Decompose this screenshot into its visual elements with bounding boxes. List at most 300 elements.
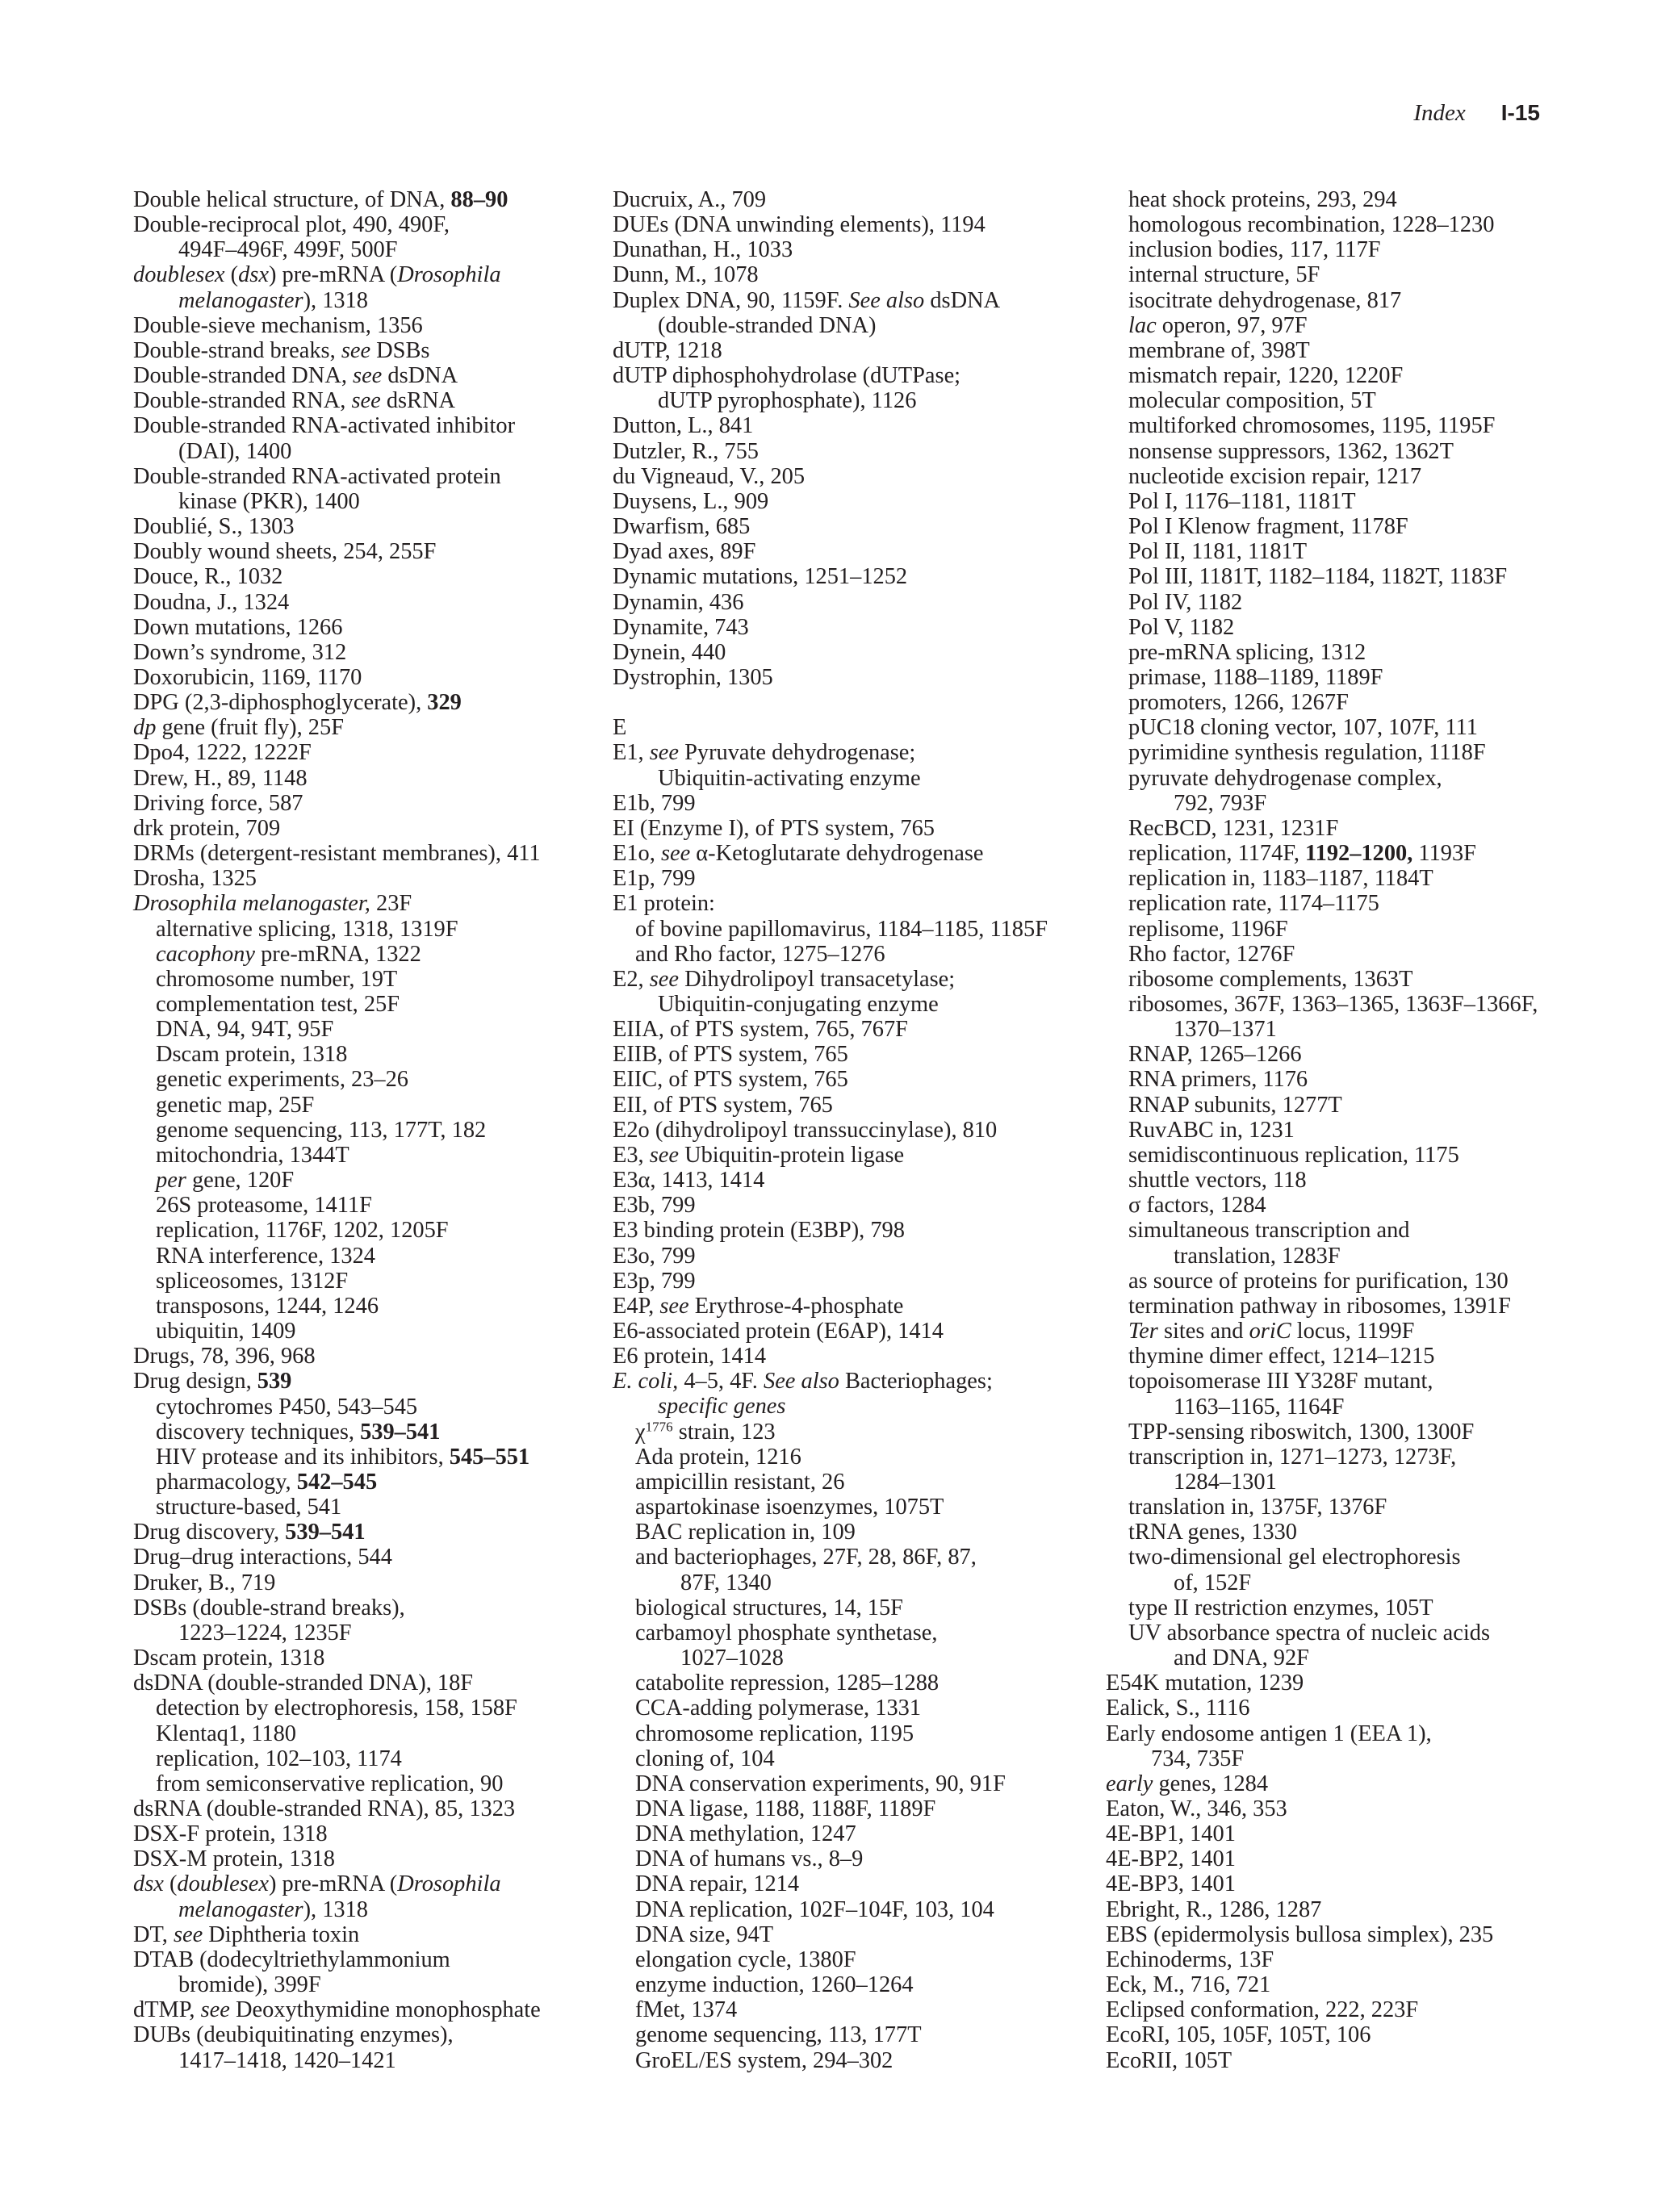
index-subentry — [133, 1470, 626, 1495]
index-text-run: biological structures, 14, 15F — [635, 1595, 903, 1620]
index-text-run: carbamoyl phosphate synthetase, — [635, 1620, 938, 1645]
index-subentry — [133, 1771, 626, 1796]
index-entry-continuation — [1106, 1017, 1630, 1042]
index-text-run: transposons, 1244, 1246 — [156, 1293, 379, 1319]
index-entry — [613, 539, 1129, 564]
index-subentry — [1106, 640, 1630, 665]
index-text-run: pre-mRNA, 1322 — [254, 941, 421, 967]
index-subentry — [613, 1495, 1129, 1520]
index-text-run: spliceosomes, 1312F — [156, 1268, 349, 1294]
index-entry — [613, 1093, 1129, 1118]
index-text-run: EIIA, of PTS system, 765, 767F — [613, 1017, 908, 1043]
index-entry — [133, 590, 626, 615]
index-text-run: genetic map, 25F — [156, 1092, 315, 1118]
index-text-run: Ada protein, 1216 — [635, 1444, 801, 1470]
index-text-run: Ubiquitin-conjugating enzyme — [658, 991, 939, 1017]
index-text-run: (double-stranded DNA) — [658, 312, 877, 338]
index-text-run: sites and — [1157, 1319, 1249, 1344]
index-text-run: semidiscontinuous replication, 1175 — [1128, 1142, 1459, 1168]
index-entry — [613, 967, 1129, 992]
index-subentry — [613, 917, 1129, 942]
index-text-run: alternative splicing, 1318, 1319F — [156, 916, 458, 942]
index-text-run: Pol V, 1182 — [1128, 614, 1235, 640]
index-subentry — [1106, 967, 1630, 992]
index-subentry — [613, 1620, 1129, 1645]
index-text-run: and DNA, 92F — [1174, 1645, 1309, 1671]
index-entry-continuation — [133, 439, 626, 464]
index-text-run: RNA interference, 1324 — [156, 1243, 375, 1269]
index-entry — [1106, 1771, 1630, 1796]
index-text-run: DSBs (double-strand breaks), — [133, 1595, 405, 1620]
index-text-run: Echinoderms, 13F — [1106, 1946, 1274, 1972]
index-subentry — [613, 1696, 1129, 1721]
index-subentry — [1106, 1218, 1630, 1243]
index-text-run: dUTP diphosphohydrolase (dUTPase; — [613, 363, 961, 389]
index-text-run: E3p, 799 — [613, 1268, 696, 1294]
index-text-run: 1192–1200, — [1305, 841, 1413, 867]
index-entry — [613, 514, 1129, 539]
index-subentry — [133, 917, 626, 942]
index-text-run: E — [613, 715, 627, 741]
index-entry — [1106, 1972, 1630, 1997]
index-text-run: Drew, H., 89, 1148 — [133, 765, 308, 791]
index-text-run: see — [660, 841, 691, 867]
index-subentry — [613, 1470, 1129, 1495]
index-entry — [613, 1244, 1129, 1269]
index-text-run: 1417–1418, 1420–1421 — [178, 2047, 396, 2073]
index-text-run: elongation cycle, 1380F — [635, 1946, 856, 1972]
index-text-run: oriC — [1249, 1319, 1291, 1344]
index-subentry — [1106, 187, 1630, 212]
index-column-1 — [133, 187, 626, 2073]
index-subentry — [613, 2022, 1129, 2047]
index-entry — [133, 564, 626, 589]
index-entry — [133, 766, 626, 791]
index-entry — [613, 212, 1129, 237]
index-text-run: Dyad axes, 89F — [613, 539, 756, 565]
index-text-run: du Vigneaud, V., 205 — [613, 463, 806, 489]
index-text-run: Double-strand breaks, — [133, 337, 341, 363]
index-text-run: promoters, 1266, 1267F — [1128, 690, 1349, 716]
index-text-run: replication, 1176F, 1202, 1205F — [156, 1218, 449, 1244]
index-text-run: EII, of PTS system, 765 — [613, 1092, 833, 1118]
index-entry — [1106, 1997, 1630, 2022]
index-text-run: Double-stranded RNA-activated inhibitor — [133, 413, 516, 439]
index-entry — [133, 1369, 626, 1394]
index-entry — [613, 1294, 1129, 1319]
index-text-run: Drosophila — [397, 1871, 501, 1897]
index-text-run: translation, 1283F — [1174, 1243, 1341, 1269]
index-entry — [613, 816, 1129, 841]
index-text-run: Pol I Klenow fragment, 1178F — [1128, 514, 1408, 540]
index-text-run: tRNA genes, 1330 — [1128, 1520, 1297, 1545]
index-text-run: 539–541 — [360, 1419, 441, 1445]
index-text-run: dp — [133, 715, 157, 741]
index-subentry — [133, 1395, 626, 1420]
index-text-run: Pol II, 1181, 1181T — [1128, 539, 1308, 565]
index-text-run: TPP-sensing riboswitch, 1300, 1300F — [1128, 1419, 1475, 1445]
index-entry — [613, 187, 1129, 212]
index-entry-continuation — [133, 1620, 626, 1645]
index-text-run: Driving force, 587 — [133, 790, 303, 816]
index-entry — [613, 1269, 1129, 1294]
index-text-run: dsRNA — [380, 388, 456, 414]
index-text-run: Dscam protein, 1318 — [156, 1042, 348, 1068]
index-text-run: catabolite repression, 1285–1288 — [635, 1670, 939, 1696]
index-text-run: E1 protein: — [613, 891, 715, 917]
index-entry — [613, 262, 1129, 287]
index-subentry — [1106, 615, 1630, 640]
index-subentry — [1106, 1420, 1630, 1445]
index-subentry — [133, 1244, 626, 1269]
index-entry-continuation — [613, 1394, 1129, 1419]
index-entry — [133, 615, 626, 640]
index-subentry — [133, 1193, 626, 1218]
index-text-run: ampicillin resistant, 26 — [635, 1469, 845, 1495]
index-text-run: see — [649, 740, 679, 766]
index-entry-continuation — [133, 2048, 626, 2073]
index-text-run: chromosome replication, 1195 — [635, 1721, 914, 1746]
index-entry — [613, 866, 1129, 891]
index-text-run: Dihydrolipoyl transacetylase; — [679, 966, 956, 992]
index-text-run: RuvABC in, 1231 — [1128, 1117, 1295, 1143]
index-text-run: EcoRI, 105, 105F, 105T, 106 — [1106, 2022, 1371, 2048]
index-text-run: Pyruvate dehydrogenase; — [679, 740, 916, 766]
index-entry — [613, 1168, 1129, 1193]
index-text-run: See also — [764, 1369, 839, 1395]
index-subentry — [613, 1595, 1129, 1620]
index-subentry — [1106, 690, 1630, 715]
index-entry — [613, 1193, 1129, 1218]
index-text-run: see — [173, 1921, 203, 1947]
running-header-title: Index — [1413, 100, 1466, 126]
index-text-run: replication, 1174F, — [1128, 841, 1306, 867]
index-text-run: E3 binding protein (E3BP), 798 — [613, 1218, 905, 1244]
index-text-run: 4E-BP2, 1401 — [1106, 1846, 1236, 1872]
index-text-run: 1370–1371 — [1174, 1017, 1277, 1043]
index-text-run: early — [1106, 1771, 1153, 1796]
index-subentry — [613, 1721, 1129, 1746]
index-text-run: melanogaster — [178, 287, 303, 313]
index-text-run: Druker, B., 719 — [133, 1570, 276, 1595]
index-text-run: RNAP, 1265–1266 — [1128, 1042, 1302, 1068]
index-text-run: dsRNA (double-stranded RNA), 85, 1323 — [133, 1796, 516, 1821]
index-subentry — [1106, 1319, 1630, 1344]
index-entry — [613, 791, 1129, 816]
index-entry-continuation — [1106, 791, 1630, 816]
index-text-run: DNA size, 94T — [635, 1921, 774, 1947]
index-text-run: EIIC, of PTS system, 765 — [613, 1067, 848, 1093]
index-text-run: ubiquitin, 1409 — [156, 1319, 296, 1344]
index-entry-continuation — [1106, 1645, 1630, 1670]
index-entry — [133, 1871, 626, 1896]
index-entry — [133, 1520, 626, 1545]
index-text-run: E6-associated protein (E6AP), 1414 — [613, 1319, 944, 1344]
index-text-run: inclusion bodies, 117, 117F — [1128, 237, 1381, 263]
index-text-run: see — [659, 1293, 689, 1319]
index-text-run: dsDNA — [924, 287, 1001, 313]
index-text-run: see — [341, 337, 371, 363]
index-text-run: HIV protease and its inhibitors, — [156, 1444, 450, 1470]
index-subentry — [613, 1796, 1129, 1821]
index-entry — [133, 1997, 626, 2022]
index-text-run: mitochondria, 1344T — [156, 1142, 349, 1168]
index-text-run: detection by electrophoresis, 158, 158F — [156, 1696, 517, 1721]
index-text-run: 26S proteasome, 1411F — [156, 1193, 372, 1219]
index-entry — [133, 1545, 626, 1570]
index-subentry — [1106, 1520, 1630, 1545]
index-text-run: Eck, M., 716, 721 — [1106, 1972, 1271, 1998]
index-subentry — [133, 1269, 626, 1294]
index-subentry — [613, 1771, 1129, 1796]
index-entry — [1106, 1696, 1630, 1721]
index-text-run: doublesex — [177, 1871, 269, 1897]
index-subentry — [1106, 1369, 1630, 1394]
index-text-run: EcoRII, 105T — [1106, 2047, 1232, 2073]
index-entry — [133, 1846, 626, 1871]
index-entry-continuation — [613, 992, 1129, 1017]
index-text-run: E. coli, — [613, 1369, 679, 1395]
index-entry — [613, 1218, 1129, 1243]
index-text-run: discovery techniques, — [156, 1419, 361, 1445]
index-subentry — [133, 942, 626, 967]
index-text-run: Down mutations, 1266 — [133, 614, 343, 640]
index-subentry — [1106, 590, 1630, 615]
index-subentry — [1106, 1620, 1630, 1645]
index-entry — [613, 288, 1129, 313]
index-text-run: melanogaster — [178, 1896, 303, 1922]
index-text-run: Drosophila — [397, 262, 501, 288]
index-text-run: shuttle vectors, 118 — [1128, 1168, 1307, 1194]
index-text-run: thymine dimer effect, 1214–1215 — [1128, 1344, 1435, 1369]
index-text-run: isocitrate dehydrogenase, 817 — [1128, 287, 1402, 313]
index-text-run: replisome, 1196F — [1128, 916, 1288, 942]
index-text-run: 734, 735F — [1151, 1746, 1245, 1771]
index-text-run: Drosophila melanogaster, — [133, 891, 370, 917]
index-entry — [613, 1017, 1129, 1042]
index-subentry — [1106, 766, 1630, 791]
index-entry-continuation — [133, 489, 626, 514]
index-text-run: Doublié, S., 1303 — [133, 514, 295, 540]
index-text-run: topoisomerase III Y328F mutant, — [1128, 1369, 1433, 1395]
index-text-run: simultaneous transcription and — [1128, 1218, 1410, 1244]
index-entry — [613, 1319, 1129, 1344]
index-subentry — [1106, 1193, 1630, 1218]
index-entry — [133, 816, 626, 841]
index-subentry — [613, 1947, 1129, 1972]
index-subentry — [613, 1821, 1129, 1846]
index-subentry — [1106, 313, 1630, 338]
index-subentry — [133, 1420, 626, 1445]
index-entry-continuation — [133, 1897, 626, 1922]
index-subentry — [613, 1997, 1129, 2022]
index-entry-continuation — [613, 1570, 1129, 1595]
index-text-run: see — [649, 966, 679, 992]
index-entry — [613, 841, 1129, 866]
index-text-run: kinase (PKR), 1400 — [178, 488, 360, 514]
index-entry — [613, 1042, 1129, 1067]
index-entry-continuation — [133, 237, 626, 262]
index-text-run: operon, 97, 97F — [1156, 312, 1308, 338]
index-text-run: termination pathway in ribosomes, 1391F — [1128, 1293, 1511, 1319]
index-entry-continuation — [613, 766, 1129, 791]
index-entry — [133, 313, 626, 338]
index-text-run: pre-mRNA splicing, 1312 — [1128, 639, 1366, 665]
index-text-run: EIIB, of PTS system, 765 — [613, 1042, 848, 1068]
index-text-run: replication, 102–103, 1174 — [156, 1746, 402, 1771]
index-text-run: cacophony — [156, 941, 255, 967]
index-text-run: 4E-BP3, 1401 — [1106, 1871, 1236, 1897]
index-text-run: translation in, 1375F, 1376F — [1128, 1495, 1387, 1520]
index-entry — [133, 1670, 626, 1696]
index-text-run: RNA primers, 1176 — [1128, 1067, 1308, 1093]
index-entry-continuation — [1106, 1746, 1630, 1771]
index-entry — [133, 1595, 626, 1620]
index-entry — [613, 237, 1129, 262]
index-text-run: of, 152F — [1174, 1570, 1252, 1595]
index-text-run: E4P, — [613, 1293, 660, 1319]
index-text-run: DNA ligase, 1188, 1188F, 1189F — [635, 1796, 936, 1821]
index-text-run: 23F — [370, 891, 412, 917]
index-subentry — [1106, 1143, 1630, 1168]
index-text-run: nucleotide excision repair, 1217 — [1128, 463, 1422, 489]
index-entry — [133, 187, 626, 212]
index-subentry — [1106, 1294, 1630, 1319]
index-text-run: Double-reciprocal plot, 490, 490F, — [133, 212, 450, 238]
index-text-run: lac — [1128, 312, 1157, 338]
index-entry — [133, 539, 626, 564]
index-entry — [1106, 1897, 1630, 1922]
index-text-run: Ter — [1128, 1319, 1158, 1344]
index-text-run: Dynein, 440 — [613, 639, 726, 665]
index-text-run: E1, — [613, 740, 650, 766]
index-text-run: 4–5, 4F. — [678, 1369, 764, 1395]
running-header — [1413, 100, 1540, 127]
index-subentry — [133, 1721, 626, 1746]
index-subentry — [1106, 1595, 1630, 1620]
index-subentry — [1106, 1093, 1630, 1118]
index-text-run: Dscam protein, 1318 — [133, 1645, 325, 1671]
index-entry — [133, 1821, 626, 1846]
index-text-run: RecBCD, 1231, 1231F — [1128, 815, 1339, 841]
index-text-run: CCA-adding polymerase, 1331 — [635, 1696, 922, 1721]
index-text-run: ), 1318 — [303, 1896, 368, 1922]
index-text-run: replication in, 1183–1187, 1184T — [1128, 866, 1433, 892]
index-subentry — [1106, 992, 1630, 1017]
index-text-run: Pol I, 1176–1181, 1181T — [1128, 488, 1356, 514]
index-entry-continuation — [1106, 1470, 1630, 1495]
index-text-run: Duplex DNA, 90, 1159F. — [613, 287, 849, 313]
index-entry-continuation — [133, 1972, 626, 1997]
index-subentry — [613, 1922, 1129, 1947]
index-text-run: Ebright, R., 1286, 1287 — [1106, 1896, 1322, 1922]
index-subentry — [133, 1143, 626, 1168]
index-text-run: Double helical structure, of DNA, — [133, 187, 451, 212]
index-text-run: gene, 120F — [186, 1168, 295, 1194]
index-text-run: and Rho factor, 1275–1276 — [635, 941, 885, 967]
index-text-run: transcription in, 1271–1273, 1273F, — [1128, 1444, 1457, 1470]
index-entry — [613, 564, 1129, 589]
index-entry — [133, 388, 626, 413]
index-subentry — [133, 1495, 626, 1520]
index-text-run: doublesex — [133, 262, 225, 288]
index-text-run: 1027–1028 — [680, 1645, 784, 1671]
index-subentry — [133, 1067, 626, 1092]
index-text-run: DNA replication, 102F–104F, 103, 104 — [635, 1896, 994, 1922]
index-entry — [1106, 2048, 1630, 2073]
index-entry — [133, 1922, 626, 1947]
index-text-run: Double-stranded RNA, — [133, 388, 352, 414]
index-subentry — [1106, 1495, 1630, 1520]
index-subentry — [1106, 816, 1630, 841]
index-subentry — [613, 1846, 1129, 1871]
index-text-run: Dynamic mutations, 1251–1252 — [613, 564, 908, 590]
index-text-run: ribosomes, 367F, 1363–1365, 1363F–1366F, — [1128, 992, 1538, 1017]
index-subentry — [1106, 715, 1630, 740]
index-text-run: DNA, 94, 94T, 95F — [156, 1017, 334, 1043]
index-subentry — [1106, 866, 1630, 891]
index-text-run: see — [649, 1142, 679, 1168]
index-text-run: DSX-M protein, 1318 — [133, 1846, 335, 1872]
index-text-run: E1p, 799 — [613, 866, 696, 892]
index-text-run: Doxorubicin, 1169, 1170 — [133, 664, 362, 690]
index-entry — [1106, 1846, 1630, 1871]
index-text-run: enzyme induction, 1260–1264 — [635, 1972, 914, 1998]
index-entry — [133, 891, 626, 916]
index-subentry — [613, 1746, 1129, 1771]
index-text-run: 539–541 — [285, 1520, 366, 1545]
index-text-run: 1223–1224, 1235F — [178, 1620, 352, 1645]
index-text-run: Dynamite, 743 — [613, 614, 749, 640]
index-entry — [133, 665, 626, 690]
index-entry — [613, 740, 1129, 765]
section-gap — [613, 690, 1129, 715]
index-text-run: and bacteriophages, 27F, 28, 86F, 87, — [635, 1545, 977, 1570]
index-text-run: dTMP, — [133, 1997, 201, 2023]
index-subentry — [613, 1670, 1129, 1696]
index-entry — [613, 640, 1129, 665]
index-entry — [133, 338, 626, 363]
index-entry — [133, 1796, 626, 1821]
index-subentry — [1106, 212, 1630, 237]
index-text-run: Dunn, M., 1078 — [613, 262, 759, 288]
index-entry-continuation — [613, 1645, 1129, 1670]
index-text-run: Douce, R., 1032 — [133, 564, 283, 590]
index-text-run: complementation test, 25F — [156, 992, 400, 1017]
index-entry-continuation — [613, 313, 1129, 338]
index-subentry — [1106, 1269, 1630, 1294]
index-entry-continuation — [1106, 1395, 1630, 1420]
index-text-run: two-dimensional gel electrophoresis — [1128, 1545, 1461, 1570]
index-entry — [133, 715, 626, 740]
index-text-run: multiforked chromosomes, 1195, 1195F — [1128, 413, 1496, 439]
index-subentry — [613, 1420, 1129, 1445]
index-subentry — [133, 1294, 626, 1319]
index-text-run: E1b, 799 — [613, 790, 696, 816]
index-text-run: DRMs (detergent-resistant membranes), 411 — [133, 841, 541, 867]
index-subentry — [1106, 1042, 1630, 1067]
index-entry — [613, 1369, 1129, 1394]
index-subentry — [133, 1118, 626, 1143]
index-text-run: Rho factor, 1276F — [1128, 941, 1295, 967]
index-text-run: E6 protein, 1414 — [613, 1344, 767, 1369]
index-column-2 — [613, 187, 1129, 2073]
index-entry — [613, 615, 1129, 640]
index-subentry — [133, 1218, 626, 1243]
index-entry — [133, 640, 626, 665]
index-entry — [133, 866, 626, 891]
index-text-run: structure-based, 541 — [156, 1495, 342, 1520]
